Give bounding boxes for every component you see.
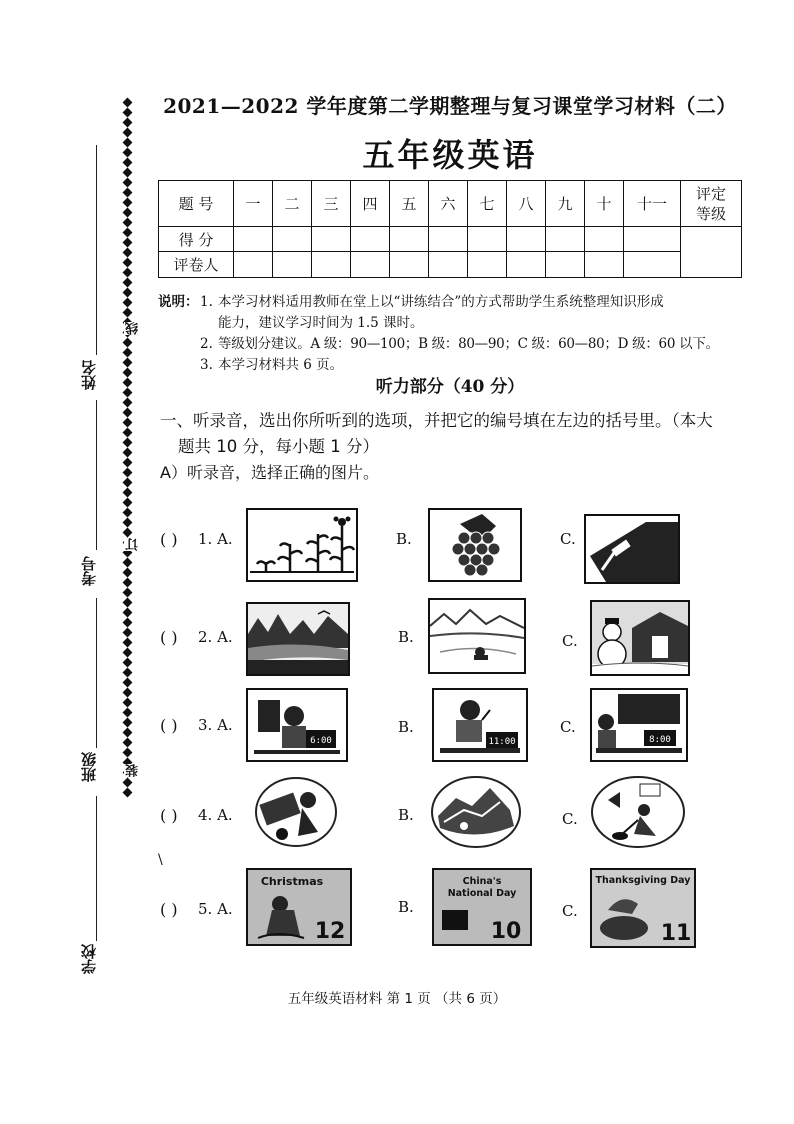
christmas-caption: Christmas — [260, 875, 324, 888]
grader-cell[interactable] — [390, 252, 429, 278]
diamond-mark — [123, 228, 133, 238]
answer-bracket[interactable]: ( ) — [160, 806, 178, 825]
diamond-mark — [123, 518, 133, 528]
name-label: 姓名 — [80, 360, 98, 390]
question-no-header: 题 号 — [159, 181, 234, 227]
col-1: 一 — [234, 181, 273, 227]
diamond-mark — [123, 358, 133, 368]
option-b-label: B. — [396, 530, 412, 548]
diamond-mark — [123, 418, 133, 428]
score-cell[interactable] — [585, 227, 624, 252]
option-b-label: B. — [398, 806, 414, 824]
clock-time-q3c: 8:00 — [649, 735, 671, 745]
grade-label-2: 等级 — [695, 204, 726, 223]
diamond-mark — [123, 108, 133, 118]
diamond-mark — [123, 608, 133, 618]
grader-cell[interactable] — [312, 252, 351, 278]
diamond-mark — [123, 378, 133, 388]
diamond-mark — [123, 388, 133, 398]
diamond-mark — [123, 618, 133, 628]
diamond-mark — [123, 248, 133, 258]
grader-cell[interactable] — [585, 252, 624, 278]
score-cell[interactable] — [351, 227, 390, 252]
option-c-label: C. — [560, 718, 576, 736]
diamond-mark — [123, 138, 133, 148]
class-blank-line — [96, 598, 97, 748]
diamond-mark — [123, 188, 133, 198]
note-num: 1. — [200, 294, 213, 310]
option-b-label: B. — [398, 898, 414, 916]
score-cell[interactable] — [234, 227, 273, 252]
stray-mark: \ — [158, 852, 163, 868]
name-blank-line — [96, 145, 97, 355]
grader-cell[interactable] — [468, 252, 507, 278]
diamond-mark — [123, 528, 133, 538]
diamond-mark — [123, 598, 133, 608]
note-num — [200, 313, 218, 334]
diamond-mark — [123, 368, 133, 378]
diamond-mark — [123, 588, 133, 598]
diamond-mark — [123, 98, 133, 108]
instructions-notes — [158, 292, 758, 376]
binding-diamond-border — [121, 96, 135, 1008]
diamond-mark — [123, 718, 133, 728]
col-7: 七 — [468, 181, 507, 227]
diamond-mark — [123, 438, 133, 448]
diamond-mark — [123, 728, 133, 738]
diamond-mark — [123, 448, 133, 458]
diamond-mark — [123, 278, 133, 288]
question-1-instructions — [160, 408, 760, 460]
col-4: 四 — [351, 181, 390, 227]
diamond-mark — [123, 238, 133, 248]
diamond-mark — [123, 738, 133, 748]
score-cell[interactable] — [273, 227, 312, 252]
bind-ding-char: 订 — [126, 538, 141, 551]
grader-cell[interactable] — [624, 252, 681, 278]
diamond-mark — [123, 348, 133, 358]
picture-national-day-card[interactable] — [432, 868, 532, 946]
school-blank-line — [96, 796, 97, 941]
diamond-mark — [123, 508, 133, 518]
thanksgiving-number: 11 — [660, 921, 692, 946]
score-table — [158, 180, 742, 278]
diamond-mark — [123, 398, 133, 408]
score-row-label: 得 分 — [159, 227, 234, 252]
notes-lead: 说明： — [158, 294, 199, 310]
picture-thanksgiving-card[interactable] — [590, 868, 696, 948]
answer-bracket[interactable]: ( ) — [160, 716, 178, 735]
diamond-mark — [123, 298, 133, 308]
diamond-mark — [123, 158, 133, 168]
question-number: 4. A. — [198, 806, 233, 824]
note-num: 3. — [200, 357, 213, 373]
question-number: 5. A. — [198, 900, 233, 918]
diamond-mark — [123, 778, 133, 788]
option-b-label: B. — [398, 718, 414, 736]
question-row — [150, 776, 750, 856]
grader-cell[interactable] — [507, 252, 546, 278]
diamond-mark — [123, 118, 133, 128]
clock-time-q3b: 11:00 — [488, 737, 516, 747]
score-cell[interactable] — [312, 227, 351, 252]
diamond-mark — [123, 338, 133, 348]
question-row — [150, 688, 750, 768]
diamond-mark — [123, 698, 133, 708]
exam-no-label: 考号 — [80, 556, 98, 586]
note-num: 2. — [200, 336, 213, 352]
diamond-mark — [123, 488, 133, 498]
q1-line-1: 一、听录音，选出你所听到的选项，并把它的编号填在左边的括号里。（本大 — [160, 411, 713, 430]
diamond-mark — [123, 708, 133, 718]
question-number: 3. A. — [198, 716, 233, 734]
diamond-mark — [123, 308, 133, 318]
christmas-number: 12 — [314, 919, 346, 944]
clock-time-q3a: 6:00 — [310, 736, 332, 746]
grader-row-label: 评卷人 — [159, 252, 234, 278]
col-11: 十一 — [624, 181, 681, 227]
note-text: 能力，建议学习时间为 1.5 课时。 — [218, 315, 424, 331]
option-c-label: C. — [562, 632, 578, 650]
question-number: 2. A. — [198, 628, 233, 646]
score-cell[interactable] — [468, 227, 507, 252]
diamond-mark — [123, 478, 133, 488]
grader-cell[interactable] — [429, 252, 468, 278]
picture-great-wall[interactable] — [430, 776, 522, 848]
diamond-mark — [123, 678, 133, 688]
q1-line-2: 题共 10 分，每小题 1 分） — [178, 437, 379, 456]
diamond-mark — [123, 688, 133, 698]
score-cell[interactable] — [624, 227, 681, 252]
picture-sweeping-floor[interactable] — [590, 776, 686, 848]
diamond-mark — [123, 668, 133, 678]
diamond-mark — [123, 178, 133, 188]
grade-label-1: 评定 — [695, 184, 726, 203]
col-3: 三 — [312, 181, 351, 227]
diamond-mark — [123, 628, 133, 638]
picture-christmas-card[interactable] — [246, 868, 352, 946]
col-9: 九 — [546, 181, 585, 227]
col-10: 十 — [585, 181, 624, 227]
page-footer: 五年级英语材料 第 1 页 （共 6 页） — [287, 991, 507, 1007]
diamond-mark — [123, 428, 133, 438]
score-cell[interactable] — [507, 227, 546, 252]
national-day-caption-1: China's — [462, 876, 502, 887]
diamond-mark — [123, 498, 133, 508]
diamond-mark — [123, 218, 133, 228]
col-2: 二 — [273, 181, 312, 227]
diamond-mark — [123, 408, 133, 418]
picture-plants-growing[interactable] — [246, 508, 358, 582]
diamond-mark — [123, 788, 133, 798]
diamond-mark — [123, 558, 133, 568]
option-b-label: B. — [398, 628, 414, 646]
diamond-mark — [123, 638, 133, 648]
national-day-number: 10 — [490, 919, 522, 944]
exam-no-blank-line — [96, 400, 97, 550]
diamond-mark — [123, 148, 133, 158]
question-number: 1. A. — [198, 530, 233, 548]
bind-zhuang-char: 装 — [126, 764, 141, 777]
col-5: 五 — [390, 181, 429, 227]
picture-boy-clock-noon[interactable] — [432, 688, 528, 762]
option-c-label: C. — [562, 810, 578, 828]
listening-section-title: 听力部分（40 分） — [375, 377, 525, 397]
bind-line-char: 线 — [126, 322, 141, 335]
picture-snowman[interactable] — [590, 600, 690, 676]
score-cell[interactable] — [390, 227, 429, 252]
diamond-mark — [123, 578, 133, 588]
grader-cell[interactable] — [234, 252, 273, 278]
note-text: 等级划分建议。A 级：90—100；B 级：80—90；C 级：60—80；D 级：60 以下。 — [218, 336, 719, 352]
diamond-mark — [123, 568, 133, 578]
thanksgiving-caption: Thanksgiving Day — [595, 875, 691, 886]
picture-classroom-clock[interactable] — [590, 688, 688, 762]
diamond-mark — [123, 198, 133, 208]
note-text: 本学习材料共 6 页。 — [218, 357, 344, 373]
answer-bracket[interactable]: ( ) — [160, 530, 178, 549]
subject-title: 五年级英语 — [362, 136, 538, 174]
picture-spring-landscape[interactable] — [246, 602, 350, 676]
diamond-mark — [123, 468, 133, 478]
diamond-mark — [123, 658, 133, 668]
diamond-mark — [123, 288, 133, 298]
picture-grapes[interactable] — [428, 508, 522, 582]
option-c-label: C. — [560, 530, 576, 548]
diamond-mark — [123, 748, 133, 758]
answer-bracket[interactable]: ( ) — [160, 900, 178, 919]
question-row — [150, 598, 750, 678]
grader-cell[interactable] — [351, 252, 390, 278]
national-day-caption-2: National Day — [447, 888, 517, 899]
col-6: 六 — [429, 181, 468, 227]
grade-cell[interactable] — [681, 227, 742, 278]
question-row — [150, 866, 750, 946]
diamond-mark — [123, 208, 133, 218]
diamond-mark — [123, 268, 133, 278]
diamond-mark — [123, 458, 133, 468]
answer-bracket[interactable]: ( ) — [160, 628, 178, 647]
grade-header — [681, 181, 742, 227]
score-cell[interactable] — [546, 227, 585, 252]
col-8: 八 — [507, 181, 546, 227]
picture-painting-wall[interactable] — [584, 514, 680, 584]
part-a-instructions: A）听录音，选择正确的图片。 — [160, 463, 379, 482]
diamond-mark — [123, 648, 133, 658]
picture-winter-river[interactable] — [428, 598, 526, 674]
note-text: 本学习材料适用教师在堂上以“讲练结合”的方式帮助学生系统整理知识形成 — [218, 294, 664, 310]
document-title: 2021—2022 学年度第二学期整理与复习课堂学习材料（二） — [163, 94, 737, 118]
option-c-label: C. — [562, 902, 578, 920]
diamond-mark — [123, 168, 133, 178]
class-label: 班级 — [80, 752, 98, 782]
school-label: 学校 — [80, 944, 98, 974]
question-row — [150, 508, 750, 588]
picture-boy-clock-morning[interactable] — [246, 688, 348, 762]
grader-cell[interactable] — [546, 252, 585, 278]
diamond-mark — [123, 258, 133, 268]
score-cell[interactable] — [429, 227, 468, 252]
grader-cell[interactable] — [273, 252, 312, 278]
diamond-mark — [123, 128, 133, 138]
picture-playing-piano[interactable] — [246, 776, 344, 848]
